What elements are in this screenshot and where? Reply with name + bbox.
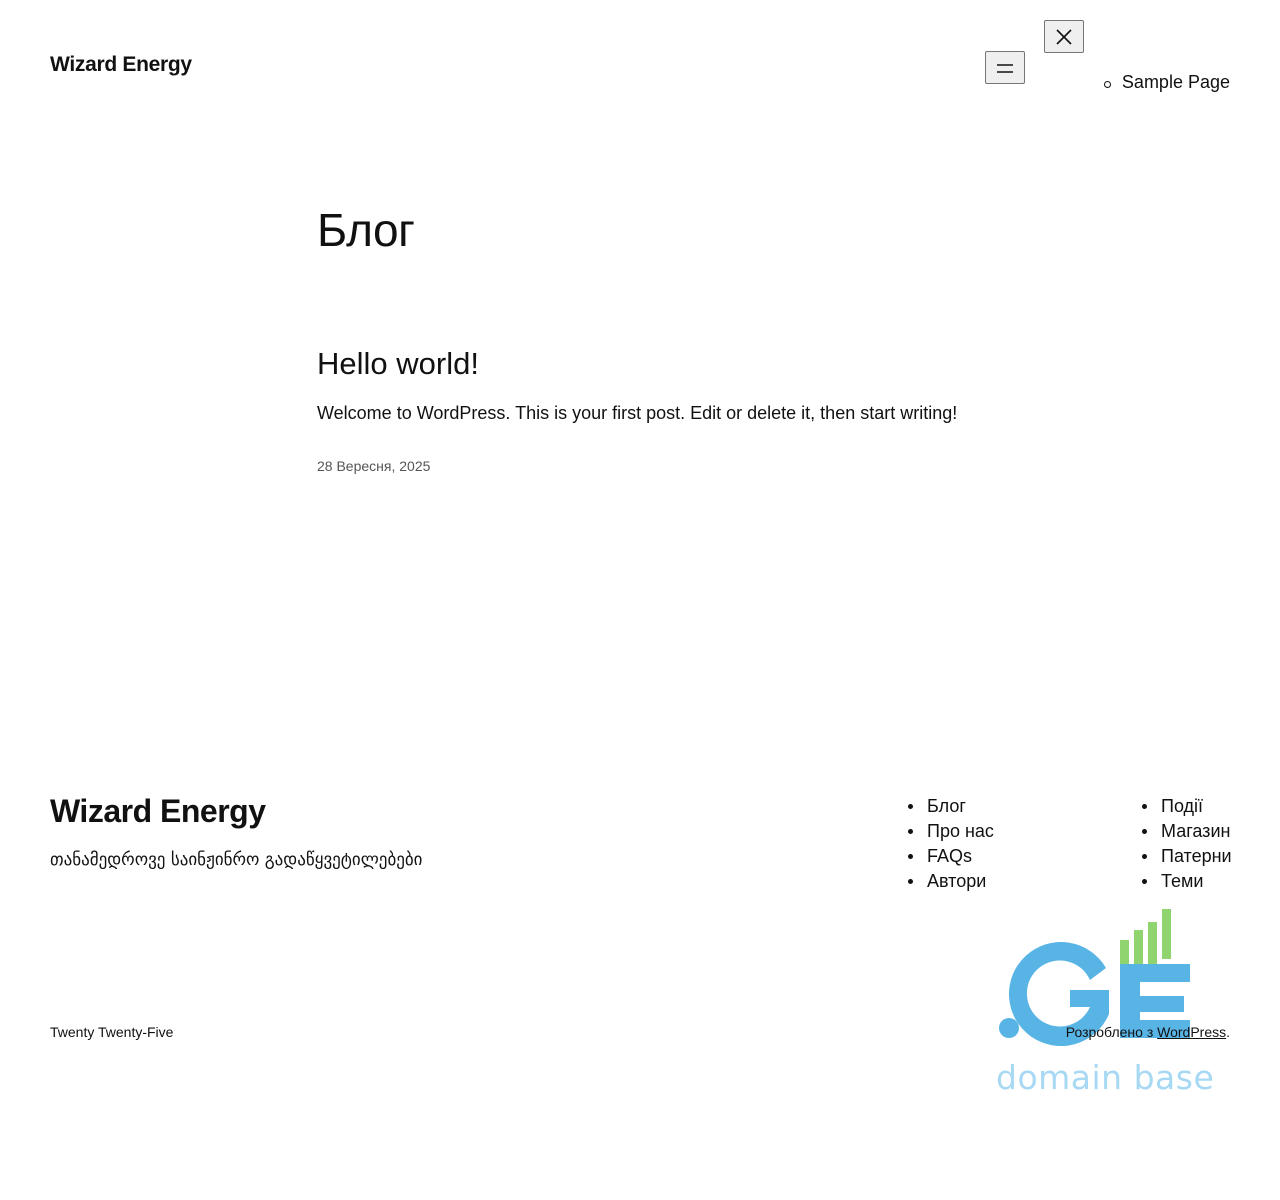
- footer-nav-link-events[interactable]: Події: [1161, 796, 1204, 816]
- header-nav-link-sample-page[interactable]: Sample Page: [1121, 72, 1230, 92]
- footer-nav-item: [908, 794, 994, 819]
- footer-nav-item: [1142, 819, 1232, 844]
- footer-nav-link-blog[interactable]: Блог: [927, 796, 966, 816]
- post-title-link[interactable]: Hello world!: [317, 346, 479, 381]
- footer-nav-item: [908, 819, 994, 844]
- menu-icon: [996, 62, 1014, 74]
- footer-nav-item: [1142, 794, 1232, 819]
- page-title: Блог: [317, 204, 415, 256]
- logo-bar: [1162, 909, 1171, 959]
- logo-dot: [999, 1018, 1019, 1038]
- footer-credit-prefix: Розроблено з: [1065, 1024, 1158, 1040]
- close-icon: [1055, 28, 1073, 46]
- wordpress-link[interactable]: WordPress: [1157, 1024, 1227, 1040]
- footer-nav-link-faqs[interactable]: FAQs: [927, 846, 973, 866]
- open-menu-button[interactable]: [985, 51, 1025, 84]
- close-menu-button[interactable]: [1044, 20, 1084, 53]
- footer-nav-item: [1142, 869, 1232, 894]
- footer-nav-item: [908, 844, 994, 869]
- footer-nav-column-1: [908, 794, 994, 894]
- footer-tagline: თანამედროვე საინჟინრო გადაწყვეტილებები: [50, 850, 423, 870]
- footer-nav-link-about[interactable]: Про нас: [927, 821, 994, 841]
- header-nav-item-sample-page: [1104, 72, 1230, 93]
- post-excerpt: Welcome to WordPress. This is your first post. Edit or delete it, then start writing!: [317, 403, 958, 423]
- footer-credit: [1066, 1024, 1230, 1040]
- footer-nav-link-patterns[interactable]: Патерни: [1161, 846, 1232, 866]
- header-nav: [1104, 72, 1230, 93]
- footer-theme-name: Twenty Twenty-Five: [50, 1024, 174, 1040]
- footer-nav-link-authors[interactable]: Автори: [927, 871, 987, 891]
- footer-nav-column-2: [1142, 794, 1232, 894]
- footer-credit-suffix: .: [1226, 1024, 1230, 1040]
- watermark-caption: domain base: [996, 1058, 1215, 1097]
- footer-nav-link-themes[interactable]: Теми: [1161, 871, 1204, 891]
- footer-nav-item: [908, 869, 994, 894]
- footer-site-title[interactable]: Wizard Energy: [50, 793, 266, 829]
- header-site-title[interactable]: Wizard Energy: [50, 53, 192, 76]
- footer-nav-link-shop[interactable]: Магазин: [1161, 821, 1231, 841]
- footer-nav-item: [1142, 844, 1232, 869]
- post-date: 28 Вересня, 2025: [317, 458, 431, 474]
- logo-bar: [1148, 922, 1157, 966]
